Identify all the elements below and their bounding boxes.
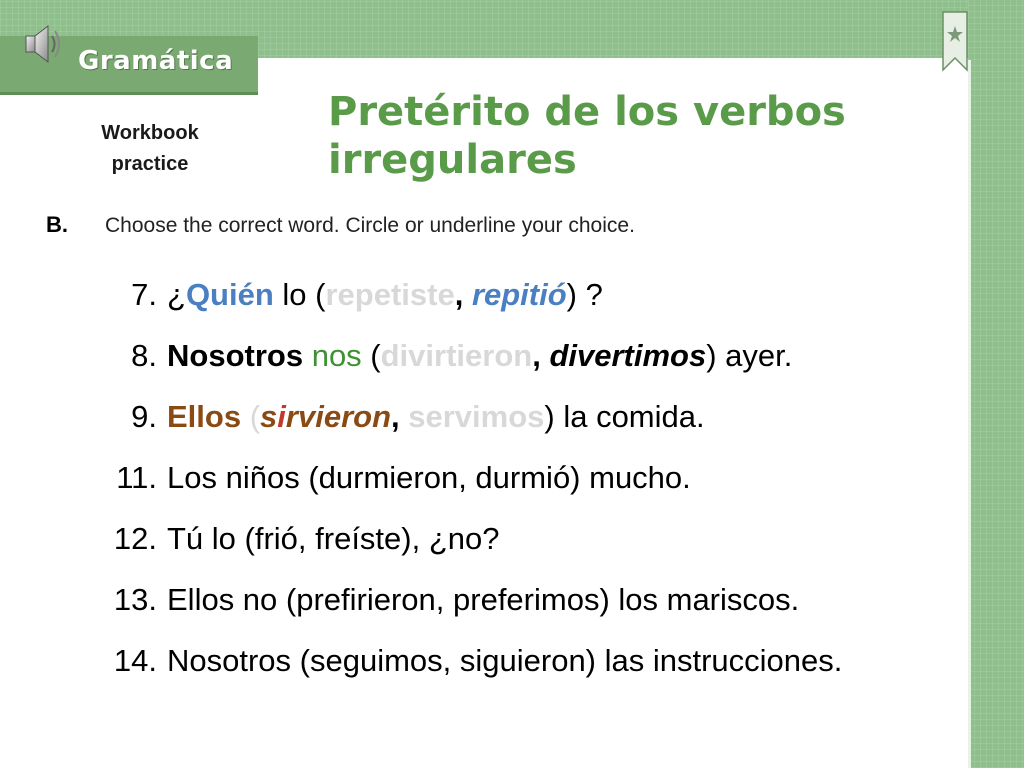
item-text: Los niños (durmieron, durmió) mucho. — [167, 460, 691, 495]
workbook-line-1: Workbook — [101, 122, 199, 144]
answer-option[interactable]: repetiste — [325, 277, 455, 312]
answer-option[interactable]: i — [277, 399, 286, 434]
section-letter: B. — [46, 212, 68, 237]
exercise-item-8 — [95, 333, 955, 394]
exercise-item-13 — [95, 577, 955, 638]
item-number: 12. — [113, 521, 157, 556]
exercise-list — [95, 272, 955, 699]
item-number: 9. — [131, 399, 157, 434]
workbook-line-2: practice — [111, 153, 189, 175]
answer-option[interactable]: servimos — [408, 399, 545, 434]
item-number: 8. — [131, 338, 157, 373]
item-number: 13. — [113, 582, 157, 617]
item-text: , — [454, 277, 472, 312]
lesson-title-line-1: Pretérito de los verbos — [328, 89, 846, 135]
exercise-item-14 — [95, 638, 955, 699]
answer-option[interactable]: divirtieron — [380, 338, 533, 373]
item-number: 14. — [113, 643, 157, 678]
item-text: , — [391, 399, 409, 434]
item-text: ( — [241, 399, 261, 434]
frame-right — [968, 0, 1024, 768]
speaker-icon[interactable] — [22, 22, 62, 66]
answer-option[interactable]: divertimos — [549, 338, 707, 373]
lesson-title-line-2: irregulares — [328, 137, 577, 183]
exercise-item-9 — [95, 394, 955, 455]
exercise-item-12 — [95, 516, 955, 577]
item-text: Tú lo (frió, freíste), ¿no? — [167, 521, 500, 556]
answer-option[interactable]: rvieron — [285, 399, 392, 434]
bookmark-icon[interactable] — [941, 10, 969, 72]
item-text: Ellos no (prefirieron, preferimos) los mariscos. — [167, 582, 800, 617]
lesson-title — [328, 88, 846, 184]
instruction-text: Choose the correct word. Circle or underline your choice. — [105, 214, 635, 237]
item-text: ) la comida. — [544, 399, 705, 434]
item-text: ¿ — [167, 277, 186, 312]
item-text: lo ( — [273, 277, 326, 312]
item-number: 7. — [131, 277, 157, 312]
item-text: ) ? — [566, 277, 603, 312]
item-text: Ellos — [167, 399, 242, 434]
item-text: ) ayer. — [706, 338, 793, 373]
item-text: , — [532, 338, 550, 373]
exercise-item-11 — [95, 455, 955, 516]
item-text: Nosotros — [167, 338, 304, 373]
item-text: ( — [361, 338, 381, 373]
answer-option[interactable]: s — [260, 399, 278, 434]
item-number: 11. — [116, 460, 157, 495]
workbook-practice-label — [80, 118, 220, 180]
exercise-item-7 — [95, 272, 955, 333]
answer-option[interactable]: repitió — [471, 277, 567, 312]
item-text: nos — [311, 338, 362, 373]
banner-title: Gramática — [78, 46, 234, 76]
item-text: Quién — [185, 277, 274, 312]
item-text: Nosotros (seguimos, siguieron) las instrucciones. — [167, 643, 843, 678]
item-text — [303, 338, 312, 373]
